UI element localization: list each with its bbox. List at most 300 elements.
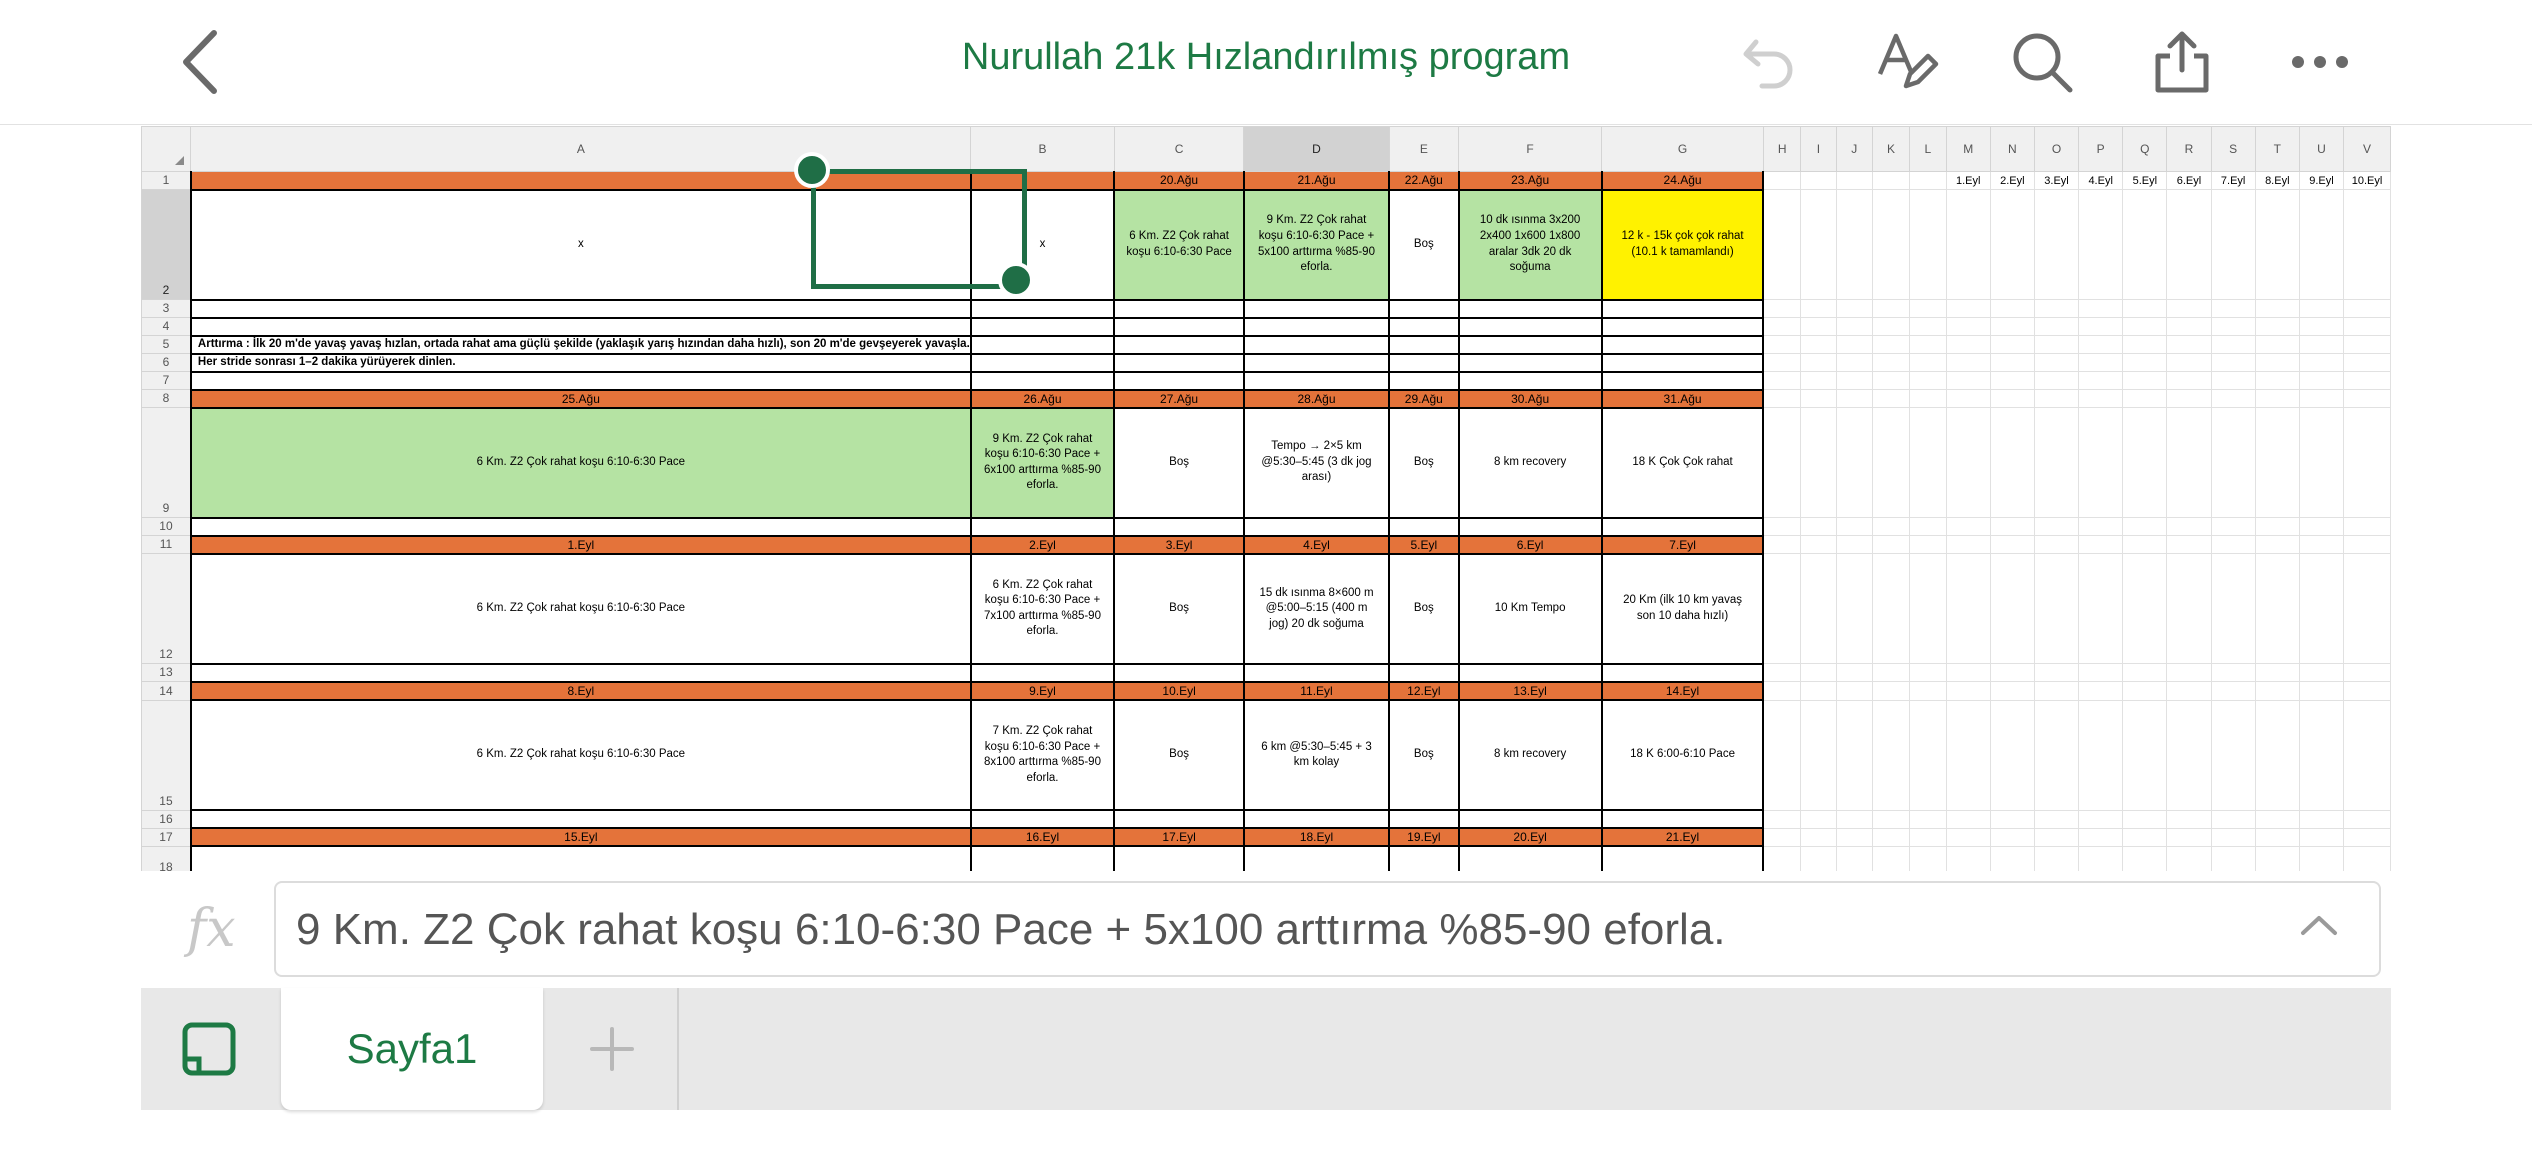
cell-p11[interactable] [2079, 536, 2123, 554]
cell-l10[interactable] [1910, 518, 1947, 536]
cell-r2[interactable] [2167, 190, 2211, 300]
cell-n3[interactable] [1990, 300, 2034, 318]
column-header-e[interactable]: E [1389, 127, 1459, 172]
cell-j16[interactable] [1836, 810, 1872, 828]
column-header-c[interactable]: C [1114, 127, 1244, 172]
cell-i7[interactable] [1801, 372, 1836, 390]
cell-s3[interactable] [2211, 300, 2255, 318]
cell-k6[interactable] [1872, 354, 1909, 372]
cell-h1[interactable] [1763, 172, 1800, 190]
cell-a8[interactable]: 25.Ağu [191, 390, 971, 408]
sheet-tab-sayfa1[interactable]: Sayfa1 [281, 988, 543, 1110]
cell-s9[interactable] [2211, 408, 2255, 518]
cell-d14[interactable]: 11.Eyl [1244, 682, 1389, 700]
cell-k1[interactable] [1872, 172, 1909, 190]
cell-b13[interactable] [971, 664, 1114, 682]
cell-d17[interactable]: 18.Eyl [1244, 828, 1389, 846]
cell-s5[interactable] [2211, 336, 2255, 354]
cell-b8[interactable]: 26.Ağu [971, 390, 1114, 408]
cell-j11[interactable] [1836, 536, 1872, 554]
cell-j14[interactable] [1836, 682, 1872, 700]
cell-e16[interactable] [1389, 810, 1459, 828]
cell-k17[interactable] [1872, 828, 1909, 846]
cell-c9[interactable] [1114, 408, 1244, 518]
cell-f7[interactable] [1459, 372, 1602, 390]
cell-u5[interactable] [2299, 336, 2343, 354]
cell-h16[interactable] [1763, 810, 1800, 828]
row-header-13[interactable]: 13 [142, 664, 191, 682]
cell-o10[interactable] [2034, 518, 2078, 536]
cell-u3[interactable] [2299, 300, 2343, 318]
cell-h7[interactable] [1763, 372, 1800, 390]
cell-j17[interactable] [1836, 828, 1872, 846]
cell-a5[interactable]: Arttırma : İlk 20 m'de yavaş yavaş hızlan, ortada rahat ama güçlü şekilde (yaklaşık yarış hızından daha hızlı), son 20 m'de gevşeyerek yavaşla. [191, 336, 971, 354]
cell-r15[interactable] [2167, 700, 2211, 810]
cell-v5[interactable] [2344, 336, 2391, 354]
cell-e9[interactable] [1389, 408, 1459, 518]
cell-t3[interactable] [2255, 300, 2299, 318]
cell-m1[interactable]: 1.Eyl [1946, 172, 1990, 190]
cell-n13[interactable] [1990, 664, 2034, 682]
cell-c5[interactable] [1114, 336, 1244, 354]
cell-s10[interactable] [2211, 518, 2255, 536]
cell-o3[interactable] [2034, 300, 2078, 318]
cell-t5[interactable] [2255, 336, 2299, 354]
cell-f13[interactable] [1459, 664, 1602, 682]
cell-s2[interactable] [2211, 190, 2255, 300]
row-header-9[interactable]: 9 [142, 408, 191, 518]
cell-g16[interactable] [1602, 810, 1764, 828]
cell-o18[interactable] [2034, 846, 2078, 871]
cell-v6[interactable] [2344, 354, 2391, 372]
cell-g2[interactable] [1602, 190, 1764, 300]
row-header-5[interactable]: 5 [142, 336, 191, 354]
column-header-g[interactable]: G [1602, 127, 1764, 172]
cell-v16[interactable] [2344, 810, 2391, 828]
cell-k11[interactable] [1872, 536, 1909, 554]
cell-j7[interactable] [1836, 372, 1872, 390]
cell-h9[interactable] [1763, 408, 1800, 518]
cell-n5[interactable] [1990, 336, 2034, 354]
cell-f11[interactable]: 6.Eyl [1459, 536, 1602, 554]
cell-m8[interactable] [1946, 390, 1990, 408]
cell-t10[interactable] [2255, 518, 2299, 536]
cell-c7[interactable] [1114, 372, 1244, 390]
cell-e18[interactable] [1389, 846, 1459, 871]
column-header-d[interactable]: D [1244, 127, 1389, 172]
cell-h14[interactable] [1763, 682, 1800, 700]
cell-b14[interactable]: 9.Eyl [971, 682, 1114, 700]
cell-u15[interactable] [2299, 700, 2343, 810]
cell-e11[interactable]: 5.Eyl [1389, 536, 1459, 554]
cell-u14[interactable] [2299, 682, 2343, 700]
column-header-b[interactable]: B [971, 127, 1114, 172]
cell-s1[interactable]: 7.Eyl [2211, 172, 2255, 190]
cell-g6[interactable] [1602, 354, 1764, 372]
cell-j5[interactable] [1836, 336, 1872, 354]
cell-f10[interactable] [1459, 518, 1602, 536]
cell-e6[interactable] [1389, 354, 1459, 372]
cell-i18[interactable] [1801, 846, 1836, 871]
cell-r16[interactable] [2167, 810, 2211, 828]
cell-v2[interactable] [2344, 190, 2391, 300]
cell-p3[interactable] [2079, 300, 2123, 318]
cell-a16[interactable] [191, 810, 971, 828]
cell-u12[interactable] [2299, 554, 2343, 664]
cell-o4[interactable] [2034, 318, 2078, 336]
cell-k5[interactable] [1872, 336, 1909, 354]
cell-g3[interactable] [1602, 300, 1764, 318]
more-button[interactable] [2280, 22, 2360, 102]
cell-j2[interactable] [1836, 190, 1872, 300]
cell-p2[interactable] [2079, 190, 2123, 300]
cell-n17[interactable] [1990, 828, 2034, 846]
spreadsheet-grid[interactable] [141, 126, 2391, 871]
cell-k16[interactable] [1872, 810, 1909, 828]
cell-m2[interactable] [1946, 190, 1990, 300]
cell-b6[interactable] [971, 354, 1114, 372]
cell-n15[interactable] [1990, 700, 2034, 810]
cell-a11[interactable]: 1.Eyl [191, 536, 971, 554]
cell-j9[interactable] [1836, 408, 1872, 518]
cell-a18[interactable] [191, 846, 971, 871]
column-header-v[interactable]: V [2344, 127, 2391, 172]
selection-handle-start[interactable] [794, 152, 830, 188]
cell-n18[interactable] [1990, 846, 2034, 871]
cell-v10[interactable] [2344, 518, 2391, 536]
cell-i17[interactable] [1801, 828, 1836, 846]
cell-c12[interactable] [1114, 554, 1244, 664]
cell-q11[interactable] [2123, 536, 2167, 554]
cell-c8[interactable]: 27.Ağu [1114, 390, 1244, 408]
cell-k15[interactable] [1872, 700, 1909, 810]
cell-l2[interactable] [1910, 190, 1947, 300]
cell-e7[interactable] [1389, 372, 1459, 390]
cell-j4[interactable] [1836, 318, 1872, 336]
cell-p7[interactable] [2079, 372, 2123, 390]
cell-m6[interactable] [1946, 354, 1990, 372]
cell-e1[interactable]: 22.Ağu [1389, 172, 1459, 190]
cell-d7[interactable] [1244, 372, 1389, 390]
cell-f14[interactable]: 13.Eyl [1459, 682, 1602, 700]
cell-m12[interactable] [1946, 554, 1990, 664]
cell-t2[interactable] [2255, 190, 2299, 300]
cell-h6[interactable] [1763, 354, 1800, 372]
column-header-i[interactable]: I [1801, 127, 1836, 172]
cell-u1[interactable]: 9.Eyl [2299, 172, 2343, 190]
cell-r10[interactable] [2167, 518, 2211, 536]
cell-m10[interactable] [1946, 518, 1990, 536]
cell-l16[interactable] [1910, 810, 1947, 828]
cell-p4[interactable] [2079, 318, 2123, 336]
cell-a17[interactable]: 15.Eyl [191, 828, 971, 846]
cell-r13[interactable] [2167, 664, 2211, 682]
cell-v4[interactable] [2344, 318, 2391, 336]
cell-i12[interactable] [1801, 554, 1836, 664]
cell-s14[interactable] [2211, 682, 2255, 700]
cell-t11[interactable] [2255, 536, 2299, 554]
select-all-corner[interactable] [142, 127, 191, 172]
cell-l11[interactable] [1910, 536, 1947, 554]
cell-m14[interactable] [1946, 682, 1990, 700]
cell-h5[interactable] [1763, 336, 1800, 354]
cell-d8[interactable]: 28.Ağu [1244, 390, 1389, 408]
cell-s8[interactable] [2211, 390, 2255, 408]
cell-c13[interactable] [1114, 664, 1244, 682]
cell-i11[interactable] [1801, 536, 1836, 554]
cell-b3[interactable] [971, 300, 1114, 318]
cell-b2[interactable] [971, 190, 1114, 300]
column-header-h[interactable]: H [1763, 127, 1800, 172]
cell-i16[interactable] [1801, 810, 1836, 828]
cell-d18[interactable] [1244, 846, 1389, 871]
cell-g13[interactable] [1602, 664, 1764, 682]
undo-button[interactable] [1730, 22, 1810, 102]
cell-e8[interactable]: 29.Ağu [1389, 390, 1459, 408]
cell-c3[interactable] [1114, 300, 1244, 318]
cell-o7[interactable] [2034, 372, 2078, 390]
cell-o16[interactable] [2034, 810, 2078, 828]
cell-m17[interactable] [1946, 828, 1990, 846]
cell-q16[interactable] [2123, 810, 2167, 828]
cell-b10[interactable] [971, 518, 1114, 536]
row-header-14[interactable]: 14 [142, 682, 191, 700]
column-header-u[interactable]: U [2299, 127, 2343, 172]
cell-i4[interactable] [1801, 318, 1836, 336]
cell-h15[interactable] [1763, 700, 1800, 810]
cell-g9[interactable] [1602, 408, 1764, 518]
cell-o2[interactable] [2034, 190, 2078, 300]
sheets-list-button[interactable] [141, 988, 277, 1110]
cell-s7[interactable] [2211, 372, 2255, 390]
cell-v18[interactable] [2344, 846, 2391, 871]
cell-v12[interactable] [2344, 554, 2391, 664]
cell-k10[interactable] [1872, 518, 1909, 536]
cell-k8[interactable] [1872, 390, 1909, 408]
cell-b7[interactable] [971, 372, 1114, 390]
cell-i14[interactable] [1801, 682, 1836, 700]
cell-m13[interactable] [1946, 664, 1990, 682]
cell-b17[interactable]: 16.Eyl [971, 828, 1114, 846]
cell-u2[interactable] [2299, 190, 2343, 300]
cell-v9[interactable] [2344, 408, 2391, 518]
cell-r18[interactable] [2167, 846, 2211, 871]
cell-v3[interactable] [2344, 300, 2391, 318]
cell-b9[interactable] [971, 408, 1114, 518]
cell-q7[interactable] [2123, 372, 2167, 390]
column-header-k[interactable]: K [1872, 127, 1909, 172]
cell-a4[interactable] [191, 318, 971, 336]
column-header-r[interactable]: R [2167, 127, 2211, 172]
column-header-o[interactable]: O [2034, 127, 2078, 172]
column-header-m[interactable]: M [1946, 127, 1990, 172]
cell-u9[interactable] [2299, 408, 2343, 518]
cell-p1[interactable]: 4.Eyl [2079, 172, 2123, 190]
row-header-6[interactable]: 6 [142, 354, 191, 372]
cell-v17[interactable] [2344, 828, 2391, 846]
cell-g8[interactable]: 31.Ağu [1602, 390, 1764, 408]
cell-j15[interactable] [1836, 700, 1872, 810]
cell-q14[interactable] [2123, 682, 2167, 700]
cell-h2[interactable] [1763, 190, 1800, 300]
cell-k4[interactable] [1872, 318, 1909, 336]
column-header-s[interactable]: S [2211, 127, 2255, 172]
cell-s13[interactable] [2211, 664, 2255, 682]
cell-t18[interactable] [2255, 846, 2299, 871]
cell-b12[interactable] [971, 554, 1114, 664]
cell-v1[interactable]: 10.Eyl [2344, 172, 2391, 190]
cell-d16[interactable] [1244, 810, 1389, 828]
cell-q5[interactable] [2123, 336, 2167, 354]
cell-j18[interactable] [1836, 846, 1872, 871]
cell-l14[interactable] [1910, 682, 1947, 700]
cell-q3[interactable] [2123, 300, 2167, 318]
cell-i3[interactable] [1801, 300, 1836, 318]
cell-i9[interactable] [1801, 408, 1836, 518]
cell-r17[interactable] [2167, 828, 2211, 846]
cell-c15[interactable] [1114, 700, 1244, 810]
cell-p12[interactable] [2079, 554, 2123, 664]
column-header-p[interactable]: P [2079, 127, 2123, 172]
cell-j6[interactable] [1836, 354, 1872, 372]
cell-g18[interactable] [1602, 846, 1764, 871]
cell-c4[interactable] [1114, 318, 1244, 336]
cell-t15[interactable] [2255, 700, 2299, 810]
cell-t6[interactable] [2255, 354, 2299, 372]
cell-l6[interactable] [1910, 354, 1947, 372]
cell-d2[interactable] [1244, 190, 1389, 300]
cell-a1[interactable] [191, 172, 971, 190]
cell-r9[interactable] [2167, 408, 2211, 518]
cell-q18[interactable] [2123, 846, 2167, 871]
cell-n4[interactable] [1990, 318, 2034, 336]
cell-i10[interactable] [1801, 518, 1836, 536]
column-header-f[interactable]: F [1459, 127, 1602, 172]
cell-c1[interactable]: 20.Ağu [1114, 172, 1244, 190]
cell-q1[interactable]: 5.Eyl [2123, 172, 2167, 190]
row-header-1[interactable]: 1 [142, 172, 191, 190]
cell-i15[interactable] [1801, 700, 1836, 810]
cell-l12[interactable] [1910, 554, 1947, 664]
cell-m18[interactable] [1946, 846, 1990, 871]
cell-e12[interactable] [1389, 554, 1459, 664]
cell-l1[interactable] [1910, 172, 1947, 190]
column-header-q[interactable]: Q [2123, 127, 2167, 172]
cell-n6[interactable] [1990, 354, 2034, 372]
column-header-t[interactable]: T [2255, 127, 2299, 172]
row-header-8[interactable]: 8 [142, 390, 191, 408]
cell-r7[interactable] [2167, 372, 2211, 390]
cell-n12[interactable] [1990, 554, 2034, 664]
cell-f15[interactable] [1459, 700, 1602, 810]
cell-g7[interactable] [1602, 372, 1764, 390]
cell-d1[interactable]: 21.Ağu [1244, 172, 1389, 190]
cell-o1[interactable]: 3.Eyl [2034, 172, 2078, 190]
formula-input[interactable] [274, 881, 2381, 977]
cell-a14[interactable]: 8.Eyl [191, 682, 971, 700]
cell-s11[interactable] [2211, 536, 2255, 554]
cell-h17[interactable] [1763, 828, 1800, 846]
cell-t14[interactable] [2255, 682, 2299, 700]
cell-o12[interactable] [2034, 554, 2078, 664]
cell-r3[interactable] [2167, 300, 2211, 318]
cell-r14[interactable] [2167, 682, 2211, 700]
cell-l7[interactable] [1910, 372, 1947, 390]
cell-j8[interactable] [1836, 390, 1872, 408]
cell-c10[interactable] [1114, 518, 1244, 536]
cell-q13[interactable] [2123, 664, 2167, 682]
cell-q10[interactable] [2123, 518, 2167, 536]
cell-l15[interactable] [1910, 700, 1947, 810]
text-format-button[interactable] [1868, 22, 1948, 102]
cell-d5[interactable] [1244, 336, 1389, 354]
cell-p18[interactable] [2079, 846, 2123, 871]
cell-p6[interactable] [2079, 354, 2123, 372]
cell-f4[interactable] [1459, 318, 1602, 336]
cell-p16[interactable] [2079, 810, 2123, 828]
row-header-10[interactable]: 10 [142, 518, 191, 536]
row-header-3[interactable]: 3 [142, 300, 191, 318]
column-header-a[interactable]: A [191, 127, 971, 172]
cell-j3[interactable] [1836, 300, 1872, 318]
cell-s17[interactable] [2211, 828, 2255, 846]
cell-i1[interactable] [1801, 172, 1836, 190]
cell-p9[interactable] [2079, 408, 2123, 518]
cell-m15[interactable] [1946, 700, 1990, 810]
cell-m3[interactable] [1946, 300, 1990, 318]
cell-k3[interactable] [1872, 300, 1909, 318]
cell-l8[interactable] [1910, 390, 1947, 408]
cell-i13[interactable] [1801, 664, 1836, 682]
cell-o14[interactable] [2034, 682, 2078, 700]
cell-p10[interactable] [2079, 518, 2123, 536]
cell-f9[interactable] [1459, 408, 1602, 518]
row-header-4[interactable]: 4 [142, 318, 191, 336]
cell-f16[interactable] [1459, 810, 1602, 828]
cell-t12[interactable] [2255, 554, 2299, 664]
cell-q8[interactable] [2123, 390, 2167, 408]
formula-expand-button[interactable] [2299, 913, 2339, 942]
cell-f1[interactable]: 23.Ağu [1459, 172, 1602, 190]
cell-l4[interactable] [1910, 318, 1947, 336]
cell-b11[interactable]: 2.Eyl [971, 536, 1114, 554]
cell-e3[interactable] [1389, 300, 1459, 318]
cell-o9[interactable] [2034, 408, 2078, 518]
cell-s4[interactable] [2211, 318, 2255, 336]
cell-q17[interactable] [2123, 828, 2167, 846]
cell-a12[interactable] [191, 554, 971, 664]
cell-e2[interactable] [1389, 190, 1459, 300]
cell-e13[interactable] [1389, 664, 1459, 682]
cell-t1[interactable]: 8.Eyl [2255, 172, 2299, 190]
selection-handle-end[interactable] [998, 262, 1034, 298]
cell-u4[interactable] [2299, 318, 2343, 336]
row-header-2[interactable]: 2 [142, 190, 191, 300]
cell-f12[interactable] [1459, 554, 1602, 664]
row-header-12[interactable]: 12 [142, 554, 191, 664]
cell-c6[interactable] [1114, 354, 1244, 372]
row-header-7[interactable]: 7 [142, 372, 191, 390]
cell-g17[interactable]: 21.Eyl [1602, 828, 1764, 846]
cell-d12[interactable] [1244, 554, 1389, 664]
cell-h4[interactable] [1763, 318, 1800, 336]
cell-f18[interactable] [1459, 846, 1602, 871]
cell-m7[interactable] [1946, 372, 1990, 390]
column-header-n[interactable]: N [1990, 127, 2034, 172]
cell-v7[interactable] [2344, 372, 2391, 390]
cell-h12[interactable] [1763, 554, 1800, 664]
cell-v13[interactable] [2344, 664, 2391, 682]
